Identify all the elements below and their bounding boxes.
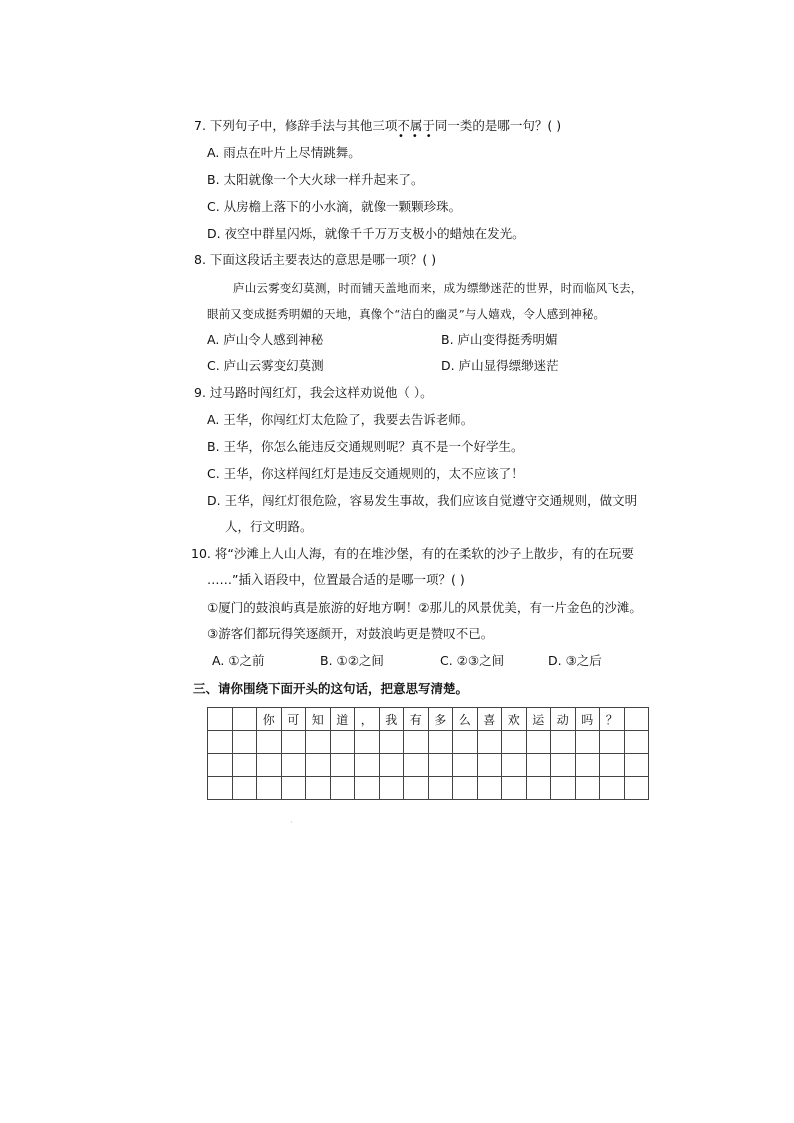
grid-cell[interactable] — [404, 754, 429, 777]
grid-row — [208, 777, 649, 800]
grid-cell[interactable]: 么 — [453, 708, 478, 731]
grid-cell[interactable] — [526, 777, 551, 800]
grid-cell[interactable] — [257, 731, 282, 754]
grid-cell[interactable] — [624, 754, 649, 777]
grid-cell[interactable] — [453, 777, 478, 800]
grid-cell[interactable] — [281, 777, 306, 800]
grid-cell[interactable]: 知 — [306, 708, 331, 731]
q10-option-b: B. ①②之间 — [320, 653, 384, 668]
grid-cell[interactable] — [379, 731, 404, 754]
grid-cell[interactable] — [575, 777, 600, 800]
grid-cell[interactable] — [624, 708, 649, 731]
grid-cell[interactable] — [624, 777, 649, 800]
q9-option-a: A. 王华，你闯红灯太危险了，我要去告诉老师。 — [207, 412, 474, 427]
grid-cell[interactable] — [232, 777, 257, 800]
q8-option-c: C. 庐山云雾变幻莫测 — [207, 358, 324, 373]
grid-cell[interactable] — [281, 731, 306, 754]
grid-cell[interactable] — [306, 777, 331, 800]
grid-cell[interactable] — [257, 754, 282, 777]
q7-stem: 7. 下列句子中，修辞手法与其他三项不属于同一类的是哪一句？( ) — [194, 118, 562, 133]
q7-option-a: A. 雨点在叶片上尽情跳舞。 — [207, 145, 361, 160]
grid-cell[interactable] — [355, 731, 380, 754]
grid-cell[interactable] — [232, 708, 257, 731]
grid-cell[interactable] — [428, 754, 453, 777]
q7-option-d: D. 夜空中群星闪烁，就像千千万万支极小的蜡烛在发光。 — [207, 226, 525, 241]
grid-cell[interactable] — [428, 731, 453, 754]
grid-cell[interactable]: ？ — [600, 708, 625, 731]
grid-row — [208, 731, 649, 754]
q8-option-a: A. 庐山令人感到神秘 — [207, 332, 324, 347]
grid-cell[interactable]: 你 — [257, 708, 282, 731]
section3-heading: 三、请你围绕下面开头的这句话，把意思写清楚。 — [193, 681, 469, 696]
grid-cell[interactable]: 欢 — [502, 708, 527, 731]
q10-stem-line1: 10. 将“沙滩上人山人海，有的在堆沙堡，有的在柔软的沙子上散步，有的在玩要 — [191, 546, 634, 561]
grid-cell[interactable] — [502, 777, 527, 800]
q9-option-d-continued: 人，行文明路。 — [225, 519, 313, 534]
grid-cell[interactable] — [453, 754, 478, 777]
grid-cell[interactable] — [404, 777, 429, 800]
grid-cell[interactable] — [551, 777, 576, 800]
grid-cell[interactable] — [404, 731, 429, 754]
grid-cell[interactable] — [208, 731, 233, 754]
grid-cell[interactable] — [306, 754, 331, 777]
grid-cell[interactable] — [330, 777, 355, 800]
q10-passage-line2: ③游客们都玩得笑逐颜开，对鼓浪屿更是赞叹不已。 — [207, 626, 494, 641]
grid-cell[interactable] — [208, 777, 233, 800]
grid-cell[interactable]: 运 — [526, 708, 551, 731]
grid-cell[interactable] — [551, 731, 576, 754]
grid-cell[interactable]: 动 — [551, 708, 576, 731]
grid-cell[interactable] — [330, 754, 355, 777]
q8-option-d: D. 庐山显得缥缈迷茫 — [441, 358, 559, 373]
q7-option-c: C. 从房檐上落下的小水滴，就像一颗颗珍珠。 — [207, 199, 462, 214]
q8-passage-line1: 庐山云雾变幻莫测，时而铺天盖地而来，成为缥缈迷茫的世界，时而临风飞去， — [233, 281, 643, 295]
q10-passage-line1: ①厦门的鼓浪屿真是旅游的好地方啊！②那儿的风景优美，有一片金色的沙滩。 — [207, 600, 642, 615]
q10-option-c: C. ②③之间 — [440, 653, 505, 668]
q8-passage-line2: 眼前又变成挺秀明媚的天地，真像个“洁白的幽灵”与人嬉戏，令人感到神秘。 — [207, 307, 606, 321]
q8-option-b: B. 庐山变得挺秀明媚 — [441, 332, 558, 347]
grid-cell[interactable]: 多 — [428, 708, 453, 731]
grid-cell[interactable]: 我 — [379, 708, 404, 731]
grid-cell[interactable] — [477, 731, 502, 754]
grid-cell[interactable]: 可 — [281, 708, 306, 731]
grid-row — [208, 708, 649, 731]
grid-cell[interactable] — [355, 754, 380, 777]
grid-cell[interactable] — [257, 777, 282, 800]
grid-cell[interactable]: 有 — [404, 708, 429, 731]
grid-cell[interactable] — [208, 708, 233, 731]
grid-cell[interactable] — [551, 754, 576, 777]
grid-cell[interactable]: 道 — [330, 708, 355, 731]
grid-cell[interactable] — [600, 777, 625, 800]
footer-faint-text: · — [290, 818, 294, 827]
grid-cell[interactable] — [502, 754, 527, 777]
grid-cell[interactable] — [232, 731, 257, 754]
grid-cell[interactable] — [306, 731, 331, 754]
grid-cell[interactable] — [477, 777, 502, 800]
grid-cell[interactable] — [453, 731, 478, 754]
grid-cell[interactable]: 吗 — [575, 708, 600, 731]
q9-option-d: D. 王华，闯红灯很危险，容易发生事故，我们应该自觉遵守交通规则，做文明 — [207, 493, 638, 508]
grid-row — [208, 754, 649, 777]
q9-option-b: B. 王华，你怎么能违反交通规则呢？真不是一个好学生。 — [207, 439, 524, 454]
grid-cell[interactable] — [330, 731, 355, 754]
grid-cell[interactable] — [281, 754, 306, 777]
grid-cell[interactable] — [477, 754, 502, 777]
grid-cell[interactable] — [232, 754, 257, 777]
grid-cell[interactable] — [355, 777, 380, 800]
grid-cell[interactable] — [624, 731, 649, 754]
grid-cell[interactable]: ， — [355, 708, 380, 731]
grid-cell[interactable] — [379, 777, 404, 800]
q9-option-c: C. 王华，你这样闯红灯是违反交通规则的，太不应该了！ — [207, 466, 524, 481]
writing-grid — [207, 707, 649, 800]
q8-stem: 8. 下面这段话主要表达的意思是哪一项？( ) — [194, 252, 437, 267]
grid-cell[interactable] — [575, 754, 600, 777]
grid-cell[interactable] — [502, 731, 527, 754]
q9-stem: 9. 过马路时闯红灯，我会这样劝说他（ ）。 — [194, 385, 433, 400]
grid-cell[interactable] — [526, 754, 551, 777]
grid-cell[interactable] — [600, 731, 625, 754]
grid-cell[interactable] — [526, 731, 551, 754]
q7-emphasis-marks: ••• — [398, 131, 440, 142]
grid-cell[interactable] — [575, 731, 600, 754]
grid-cell[interactable] — [600, 754, 625, 777]
q10-option-a: A. ①之前 — [212, 653, 265, 668]
q10-option-d: D. ③之后 — [548, 653, 602, 668]
q7-option-b: B. 太阳就像一个大火球一样升起来了。 — [207, 172, 424, 187]
q10-stem-line2: ……”插入语段中，位置最合适的是哪一项？( ) — [207, 572, 465, 587]
grid-cell[interactable] — [208, 754, 233, 777]
grid-cell[interactable] — [379, 754, 404, 777]
grid-cell[interactable] — [428, 777, 453, 800]
grid-cell[interactable]: 喜 — [477, 708, 502, 731]
